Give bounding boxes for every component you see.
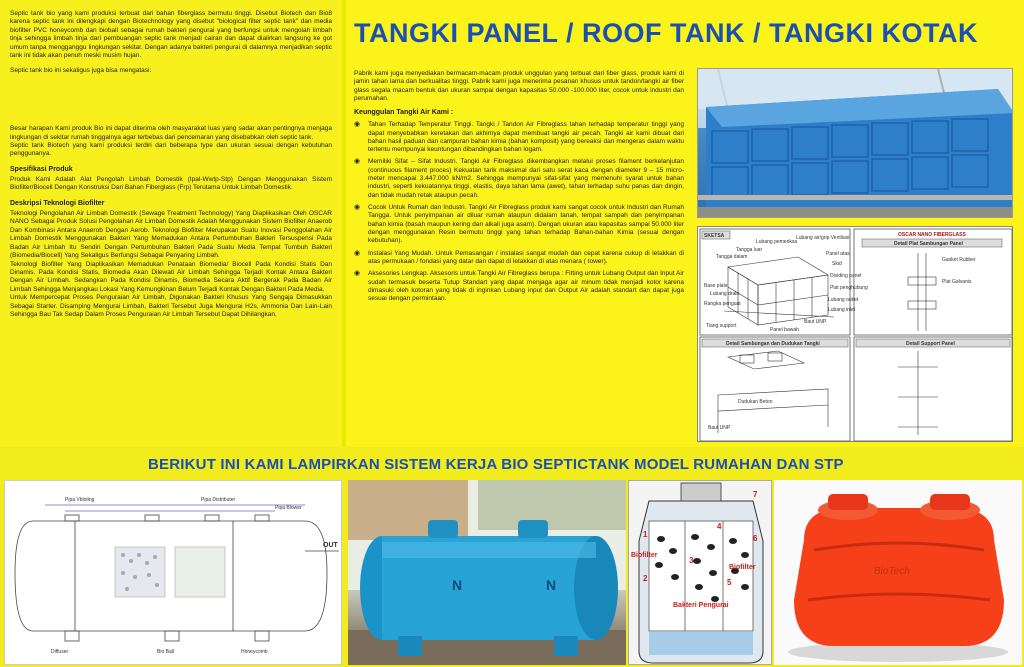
sketch-label: Tangga luar <box>736 247 763 253</box>
red-tank-illustration <box>774 480 1022 665</box>
advantage-item: ◉ Cocok Untuk Rumah dan Industri. Tangki Air Fibreglass produk kami sangat cocok untuk Industri dan Rumah Tangga. Untuk penyimpanan air diluar rumah ataupun didalam tanah, tempat sampah dan penyimpanan bahan kimia (basah maupun kering dan alkali juga asam). Dengan ukuran atau kapasitas sampai 50.000 liter dengan menggunakan Resin bermutu tinggi yang tahan terhadap Bahan-bahan Kimia (sesuai dengan kebutuhan). <box>354 204 684 245</box>
page-title: TANGKI PANEL / ROOF TANK / TANGKI KOTAK <box>354 18 978 48</box>
sketch-label: Plat penghubung <box>830 285 868 291</box>
advantage-item: ◉ Tahan Terhadap Temperatur Tinggi. Tangki / Tandon Air Fibreglass tahan terhadap temperatur tinggi yang dapat menyebabkan keretakan dan akhirnya dapat membuat tangki air pecah. Tangki air kami dibuat dari bahan hasil paduan dan campuran bahan kimia (bahan komposit) yang bereaksi dan mengeras dalam waktu tertentu mempunyai keuntungan dibandingkan bahan logam. <box>354 121 684 154</box>
diagram-label: Honeycomb <box>241 649 268 655</box>
desc-heading: Deskripsi Teknologi Biofilter <box>10 199 105 207</box>
advantage-item: ◉ Memiliki Sifat – Sifat Industri. Tangki Air Fibreglass dikembangkan melalui proses filament berkelanjutan (continuous filament proces) Kekuatan tarik maksimal dari satu serat kaca dengan diameter 9 – 15 micro-meter mencapai 3.447.000 kN/m2. Sehingga mempunyai sifat-sifat yang memenuhi syarat untuk bahan industri, seperti kekuatannya tinggi, elastis, daya tahan lama (awet), tahan terhadap suhu panas dan dingin, dan tidak mudah retak ataupun pecah. <box>354 158 684 199</box>
desc-paragraph-3: Untuk Mempercepat Proses Penguraian Air Limbah, Digunakan Bakteri Khusus Yang Sengaja Dimasukkan Sebagai Starter. Disamping Mengurai Limbah, Bakteri Tersebut Juga Mengurai H2s, Ammonia Dan Lain-Lain Sehingga Bau Tak Sedap Dalam Proses Penguraian Air Limbah Tersebut Dapat Dihilangkan. <box>10 294 332 319</box>
bakteri-label: Bakteri Pengurai <box>673 602 729 609</box>
sketch-drawing <box>698 227 1014 443</box>
stp-diagram-drawing <box>5 481 343 666</box>
bullet-icon: ◉ <box>354 204 361 212</box>
cutaway-number: 6 <box>753 534 758 543</box>
panel-tank-text <box>354 70 684 307</box>
sketch-label: Lubang drain <box>710 291 740 297</box>
sketch-label: Rangka penguat <box>704 301 741 307</box>
sketch-label: Panel bawah <box>770 327 799 333</box>
sketch-label: Dividing panel <box>830 273 862 279</box>
cutaway-number: 5 <box>727 578 732 587</box>
blue-tank-illustration <box>348 480 626 665</box>
sketch-label: Plat Galvanis <box>942 279 972 285</box>
sketch-label: Tangga dalam <box>716 254 748 260</box>
sketch-label: Lubang pemeriksa <box>756 239 798 245</box>
diagram-label: Pipa Vbloting <box>65 497 95 503</box>
panel-tank-illustration <box>698 69 1013 218</box>
advantage-item: ◉ Instalasi Yang Mudah. Untuk Pemasangan / instalasi sangat mudah dan cepat karena cukup di letakkan di atas permukaan / fondasi yang datar dan dapat di letakkan di atas menara ( tower). <box>354 249 684 265</box>
sketsa-label: SKETSA <box>704 233 725 239</box>
septic-cutaway-diagram <box>628 480 772 665</box>
advantages-heading: Keunggulan Tangki Air Kami : <box>354 109 454 117</box>
bullet-icon: ◉ <box>354 249 361 257</box>
bullet-icon: ◉ <box>354 270 361 278</box>
panel-tank-photo <box>697 68 1013 218</box>
sketch-label: Panel atas <box>826 251 850 257</box>
brand-label: OSCAR NANO FIBERGLASS <box>898 232 966 238</box>
sketch-label: Tiang support <box>706 323 737 329</box>
sketch-label: Lubang outlet <box>828 297 859 303</box>
desc-paragraph-1: Teknologi Pengolahan Air Limbah Domestik (Sewage Treatment Technology) Yang Diaplikasikan Oleh OSCAR NANO Sebagai Produk Solusi Pengolahan Air Limbah Domestik Adalah Menggunakan Sistem Biofilter Anaerob Dan Kombinasi Antara Anaerob Dengan Aerob. Teknologi Biofilter Merupakan Suatu Inovasi Penggolahan Air Limbah Domestik Menggunakan Bakteri Yang Memadukan Antara Pertumbuhan Bakteri Tersuspensi Pada Badan Air Limbah Itu Sendiri Dengan Pertumbuhan Bakteri Pada Suatu Media Tempat Tumbuh Bakteri (Biomedia/Biocell) Yang Sekaligus Berfungsi Sebagai Penyaring Limbah. <box>10 209 332 260</box>
hope-paragraph: Besar harapan Kami produk Bio ini dapat diterima oleh masyarakat luas yang sadar akan pentingnya menjaga lingkungan di sekitar rumah tinggalnya agar terbebas dari pencemaran yang disebabkan oleh septic tank. <box>10 125 332 141</box>
left-text-column <box>0 0 342 447</box>
diagram-label: Pipa Distributer <box>201 497 236 503</box>
sketch-label: Skid <box>832 261 842 267</box>
detail-sambungan-title: Detail Sambungan dan Dudukan Tangki <box>726 341 820 347</box>
detail-support-title: Detail Support Panel <box>906 341 955 347</box>
red-tank-brand: BioTech <box>874 566 910 577</box>
cutaway-number: 7 <box>753 490 758 499</box>
diagram-label: Pipa Blower <box>275 505 302 511</box>
out-label: OUT <box>323 542 338 549</box>
technical-sketch <box>697 226 1013 442</box>
bullet-icon: ◉ <box>354 121 361 129</box>
sketch-label: Lubang air/grip Ventilasi <box>796 235 850 241</box>
desc-paragraph-2: Teknologi Biofilter Yang Diaplikasikan Memadukan Penataan Biomedia/ Biocell Pada Kondisi Statis Dan Dinamis. Pada Kondisi Statis, Biomedia Akan Dilewati Air Limbah Sehingga Terjadi Kontak Antara Bakteri Dengan Air Limbah. Sedangkan Pada Kondisi Dinamis, Biomedia Secara Aktif Bergerak Pada Badan Air Limbah Sehingga Menjangkau Lokasi Yang Kemungkinan Belum Terjadi Kontak Dengan Bakteri Pada Media. <box>10 260 332 293</box>
cutaway-number: 4 <box>717 522 722 531</box>
panel-intro: Pabrik kami juga menyediakan bermacam-macam produk unggulan yang terbuat dari fiber glass, produk kami di jamin tahan lama dan berkualitas tinggi. Pabrik kami juga menerima pesanan khusus untuk tandon/tangki air fiber glass segala macam bentuk dan ukuran sampai dengan kapasitas 50.000 -100.000 liter, cocok untuk industri dan perumahan. <box>354 70 684 102</box>
blue-tank-photo <box>348 480 626 665</box>
svg-text:N: N <box>452 577 463 593</box>
cutaway-number: 1 <box>643 530 648 539</box>
sketch-label: Baut UNP <box>708 425 731 431</box>
detail-plat-title: Detail Plat Sambungan Panel <box>894 241 963 247</box>
sketch-label: Baut UNP <box>804 319 827 325</box>
advantage-item: ◉ Aksesories Lengkap. Aksesoris untuk Tangki Air Fibreglass berupa : Fitting untuk Lubang Output dan Input Air sudah termasuk beserta Tutup Standart yang dapat menjaga agar air minum tidak menjadi kotor karena dimasuki oleh kotoran yang tidak di inginkan Lubang input dan Output Air adalah standart dan dapat juga sesuai dengan permintaan. <box>354 270 684 303</box>
stp-diagram <box>4 480 342 665</box>
svg-text:N: N <box>546 577 557 593</box>
spec-text: Produk Kami Adalah Alat Pengolah Limbah Domestik (Ipal-Wwtp-Stp) Dengan Menggunakan Sistem Biofilter/Biocell Dengan Konstruksi Dari Bahan Fiberglass (Frp) Terutama Untuk Limbah Domestik. <box>10 175 332 192</box>
diagram-label: Bio Ball <box>157 649 174 655</box>
cutaway-drawing <box>629 481 773 666</box>
cutaway-number: 2 <box>643 574 648 583</box>
intro-paragraph: Septic tank bio yang kami produksi terbuat dari bahan fiberglass bermutu tinggi. Disebut Biotech dan Bio8 karena septic tank ini dilengkapi dengan Biotechnology yang disebut "biological filter septic tank" dan media biofilter PVC honeycomb dan bioball sebagai rumah bakteri pengurai yang berfungsi untuk mengolah limbah tinja sehingga limbah tinja dari pembuangan septic tank menjadi cairan dan dapat dialirkan langsung ke got umum tanpa mengganggu lingkungan sekitar. Dengan adanya bakteri pengurai di dalamnya menjadikan septic tank ini tidak akan penuh meski musim hujan. <box>10 10 332 60</box>
sketch-label: Dudukan Beton <box>738 399 773 405</box>
bottom-title: BERIKUT INI KAMI LAMPIRKAN SISTEM KERJA BIO SEPTICTANK MODEL RUMAHAN DAN STP <box>148 456 844 473</box>
overcome-line: Septic tank bio ini sekaligus juga bisa mengatasi: <box>10 66 152 74</box>
red-tank-photo <box>774 480 1022 665</box>
sketch-label: Gasket Rubber <box>942 257 976 263</box>
spacer <box>10 81 332 125</box>
sketch-label: Lubang inlet <box>828 307 856 313</box>
sketch-label: Base plate <box>704 283 728 289</box>
biofilter-right-label: Biofilter <box>729 564 756 571</box>
advantages-list <box>354 121 684 303</box>
bullet-icon: ◉ <box>354 158 361 166</box>
spec-heading: Spesifikasi Produk <box>10 165 73 173</box>
types-paragraph: Septic tank Biotech yang kami produksi terdiri dari beberapa type dan ukuran sesuai dengan kebutuhan penggunanya. <box>10 141 332 158</box>
biofilter-left-label: Biofilter <box>631 552 658 559</box>
cutaway-number: 3 <box>689 556 694 565</box>
diagram-label: Diffuser <box>51 649 69 655</box>
